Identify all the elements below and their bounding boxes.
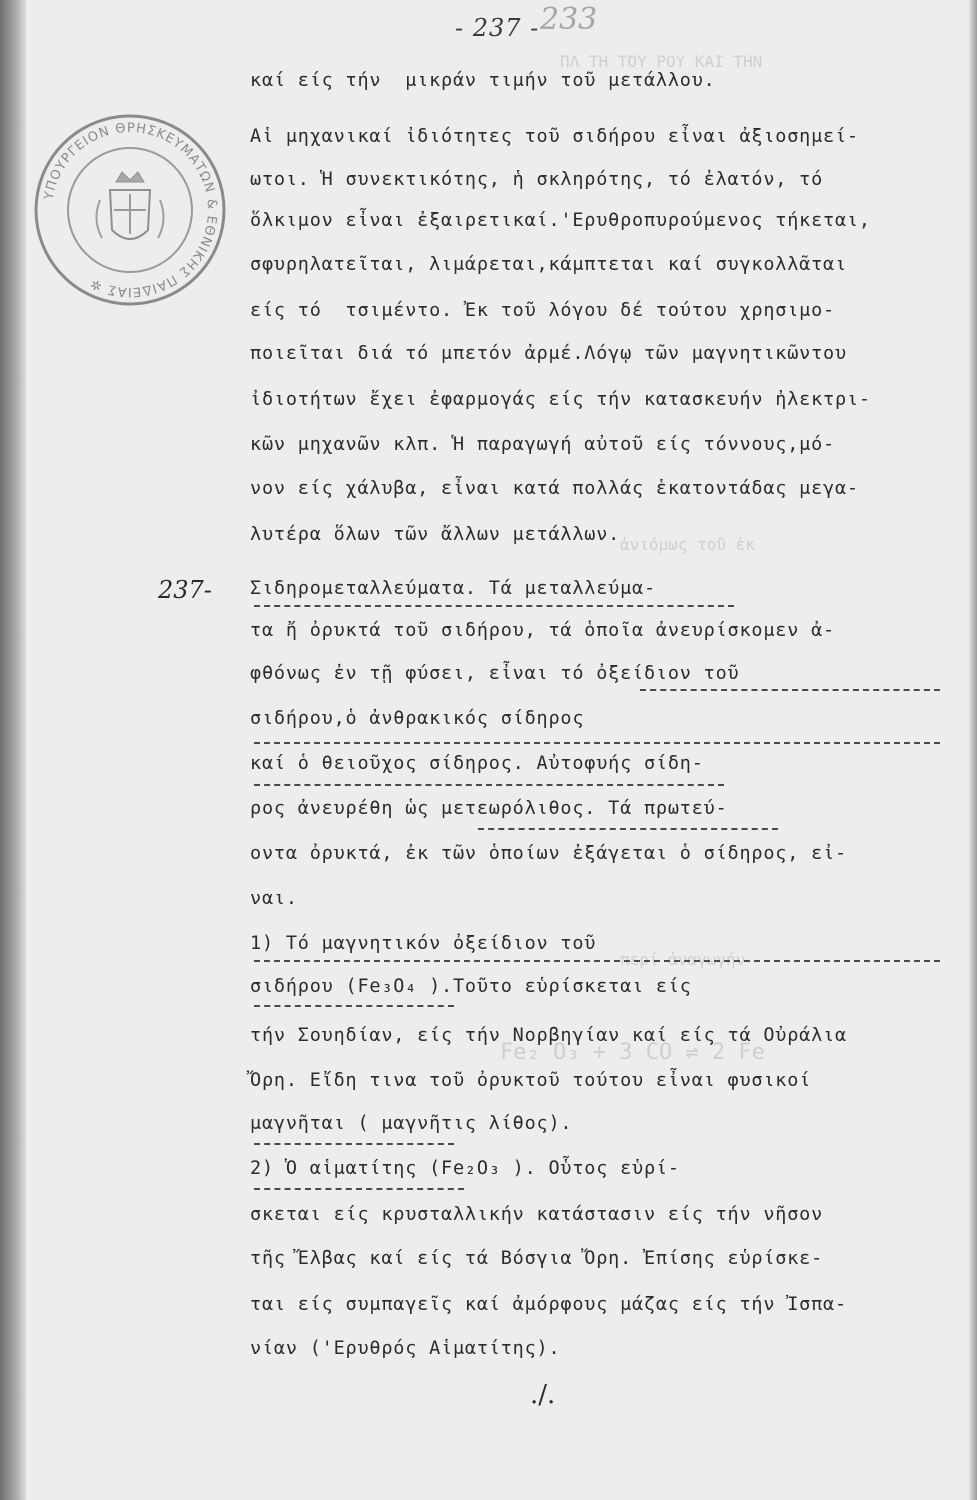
text-line: μαγνῆται ( μαγνῆτις λίθος). [250, 1113, 573, 1134]
text-line: 2) Ὁ αἱματίτης (Fe₂O₃ ). Οὗτος εὑρί- [250, 1158, 680, 1179]
page-number: - 237 - [455, 14, 540, 42]
text-line: ὅλκιμον εἶναι ἐξαιρετικαί.'Ερυθροπυρούμενος τήκεται, [250, 210, 871, 231]
text-line: Αἱ μηχανικαί ἰδιότητες τοῦ σιδήρου εἶναι ἀξιοσημεί- [250, 126, 859, 147]
text-line: 1) Τό μαγνητικόν ὀξείδιον τοῦ [250, 933, 597, 954]
text-line: είς τό τσιμέντο. Ἐκ τοῦ λόγου δέ τούτου χρησιμο- [250, 300, 835, 321]
continuation-mark: ./. [530, 1380, 556, 1410]
section-heading-line: Σιδηρομεταλλεύματα. Τά μεταλλεύμα- [250, 578, 656, 599]
binding-edge [0, 0, 26, 1500]
text-line: νίαν ('Ερυθρός Αἱματίτης). [250, 1338, 561, 1359]
page-edge [969, 0, 977, 1500]
archive-number: 233 [540, 2, 598, 37]
text-line: Ὄρη. Εἴδη τινα τοῦ ὀρυκτοῦ τούτου εἶναι φυσικοί [250, 1070, 812, 1091]
text-line: τῆς Ἔλβας καί είς τά Βόσγια Ὄρη. Ἐπίσης εὑρίσκε- [250, 1248, 824, 1269]
term-underline [254, 1143, 454, 1145]
term-underline [254, 784, 724, 786]
text-line: σκεται είς κρυσταλλικήν κατάστασιν είς τήν νῆσον [250, 1204, 824, 1225]
text-line: κῶν μηχανῶν κλπ. Ἡ παραγωγή αὐτοῦ είς τόννους,μό- [250, 434, 835, 455]
text-line: τήν Σουηδίαν, είς τήν Νορβηγίαν καί είς τά Οὐράλια [250, 1025, 847, 1046]
term-underline [254, 742, 940, 744]
term-underline [254, 960, 940, 962]
text-line: νον είς χάλυβα, εἶναι κατά πολλάς ἑκατοντάδας μεγα- [250, 478, 859, 499]
document-page: ΠΛ ΤΗ ΤΟΥ ΡΟΥ ΚΑΙ ΤΗΝ ἀνιόμως τοῦ ἐκ περί ἀναγωγήν Fe₂ O₃ + 3 CO ⇌ 2 Fe - 237 - 233 ΥΠΟΥΡΓΕΙΟΝ ΘΡΗΣΚΕΥΜΑΤΩΝ & ΕΘΝΙΚΗΣ ΠΑΙΔΕΙΑΣ ✲ 237- καί είς τήν μικράν τιμήν τοῦ μετάλλου. Αἱ μηχανικαί ἰδιότητες τοῦ σιδήρου εἶναι ἀξιοσημεί- ωτοι. Ἡ συνεκτικότης, ἡ σκληρότης, τό ἐλατόν, τό ὅλκιμον εἶναι ἐξαιρετικαί.'Ερυθροπυρούμενος τήκεται, σφυρηλατεῖται, λιμάρεται,κάμπτεται καί συγκολλᾶται είς τό τσιμέντο. Ἐκ τοῦ λόγου δέ τούτου χρησιμο- ποιεῖται διά τό μπετόν ἀρμέ.Λόγῳ τῶν μαγνητικῶντου ἰδιοτήτων ἔχει ἐφαρμογάς είς τήν κατασκευήν ἠλεκτρι- κῶν μηχανῶν κλπ. Ἡ παραγωγή αὐτοῦ είς τόννους,μό- νον είς χάλυβα, εἶναι κατά πολλάς ἑκατοντάδας μεγα- λυτέρα ὅλων τῶν ἄλλων μετάλλων. Σιδηρομεταλλεύματα. Τά μεταλλεύμα- τα ἤ ὀρυκτά τοῦ σιδήρου, τά ὁποῖα ἀνευρίσκομεν ἀ- φθόνως ἐν τῇ φύσει, εἶναι τό ὀξείδιον τοῦ σιδήρου,ὁ ἀνθρακικός σίδηρος καί ὁ θειοῦχος σίδηρος. Αὐτοφυής σίδη- ρος ἀνευρέθη ὡς μετεωρόλιθος. Τά πρωτεύ- οντα ὀρυκτά, ἐκ τῶν ὁποίων ἐξάγεται ὁ σίδηρος, εἰ- ναι. 1) Τό μαγνητικόν ὀξείδιον τοῦ σιδήρου (Fe₃O₄ ).Τοῦτο εὑρίσκεται είς τήν Σουηδίαν, είς τήν Νορβηγίαν καί είς τά Οὐράλια Ὄρη. Εἴδη τινα τοῦ ὀρυκτοῦ τούτου εἶναι φυσικοί μαγνῆται ( μαγνῆτις λίθος). 2) Ὁ αἱματίτης (Fe₂O₃ ). Οὗτος εὑρί- σκεται είς κρυσταλλικήν κατάστασιν είς τήν νῆσον τῆς Ἔλβας καί είς τά Βόσγια Ὄρη. Ἐπίσης εὑρίσκε- ται είς συμπαγεῖς καί ἀμόρφους μάζας είς τήν Ἰσπα- νίαν ('Ερυθρός Αἱματίτης). ./. [0, 0, 977, 1500]
text-line: τα ἤ ὀρυκτά τοῦ σιδήρου, τά ὁποῖα ἀνευρίσκομεν ἀ- [250, 620, 835, 641]
ministry-stamp [30, 110, 230, 310]
text-line: φθόνως ἐν τῇ φύσει, εἶναι τό ὀξείδιον τοῦ [250, 663, 740, 684]
text-line: λυτέρα ὅλων τῶν ἄλλων μετάλλων. [250, 524, 621, 545]
heading-underline [254, 605, 734, 607]
text-line: καί ὁ θειοῦχος σίδηρος. Αὐτοφυής σίδη- [250, 753, 704, 774]
section-number: 237- [158, 576, 212, 604]
term-underline [478, 828, 778, 830]
text-line: σιδήρου (Fe₃O₄ ).Τοῦτο εὑρίσκεται είς [250, 976, 692, 997]
text-line: σφυρηλατεῖται, λιμάρεται,κάμπτεται καί συγκολλᾶται [250, 254, 847, 275]
term-underline [640, 689, 940, 691]
svg-text:ΥΠΟΥΡΓΕΙΟΝ ΘΡΗΣΚΕΥΜΑΤΩΝ & ΕΘΝΙ: ΥΠΟΥΡΓΕΙΟΝ ΘΡΗΣΚΕΥΜΑΤΩΝ & ΕΘΝΙΚΗΣ ΠΑΙΔΕΙΑΣ ✲ [41, 120, 220, 300]
text-line: ται είς συμπαγεῖς καί ἀμόρφους μάζας είς τήν Ἰσπα- [250, 1294, 847, 1315]
term-underline [254, 1005, 454, 1007]
text-line: οντα ὀρυκτά, ἐκ τῶν ὁποίων ἐξάγεται ὁ σίδηρος, εἰ- [250, 843, 847, 864]
text-line: ποιεῖται διά τό μπετόν ἀρμέ.Λόγῳ τῶν μαγνητικῶντου [250, 343, 847, 364]
text-line: καί είς τήν μικράν τιμήν τοῦ μετάλλου. [250, 70, 716, 91]
text-line: ναι. [250, 888, 298, 909]
text-line: ἰδιοτήτων ἔχει ἐφαρμογάς είς τήν κατασκευήν ἠλεκτρι- [250, 389, 871, 410]
text-line: σιδήρου,ὁ ἀνθρακικός σίδηρος [250, 708, 585, 729]
text-line: ρος ἀνευρέθη ὡς μετεωρόλιθος. Τά πρωτεύ- [250, 798, 728, 819]
term-underline [254, 1188, 464, 1190]
text-line: ωτοι. Ἡ συνεκτικότης, ἡ σκληρότης, τό ἐλατόν, τό [250, 169, 824, 190]
